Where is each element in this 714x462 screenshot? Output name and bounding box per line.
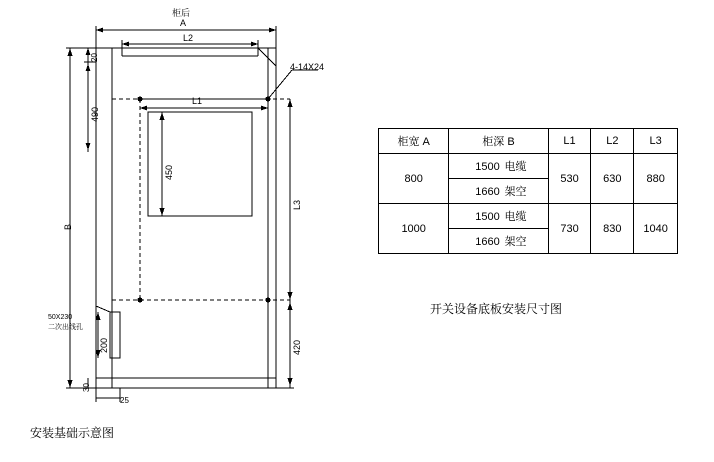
label-dim-25: 25	[120, 396, 129, 405]
cell-l2-1000: 830	[591, 204, 634, 254]
cell-depth-type: 电缆	[504, 161, 527, 173]
table-row	[379, 204, 678, 229]
drawing-caption: 安装基础示意图	[30, 426, 115, 440]
cell-l2-800: 630	[591, 154, 634, 204]
hole-leader-line	[268, 70, 292, 99]
cell-depth-num: 1500	[475, 161, 500, 173]
th-l2: L2	[591, 129, 634, 154]
cell-depth-type: 架空	[504, 186, 527, 198]
label-dim-l1: L1	[192, 96, 203, 106]
cell-depth-800-cable	[449, 154, 548, 179]
label-dim-a: A	[180, 18, 187, 28]
label-hole-note: 4-14X24	[290, 62, 325, 72]
table-caption: 开关设备底板安装尺寸图	[430, 302, 563, 316]
th-cabinet-depth: 柜深 B	[449, 129, 548, 154]
cell-l1-1000: 730	[548, 204, 591, 254]
label-dim-l3: L3	[292, 199, 302, 210]
label-dim-200: 200	[99, 337, 109, 353]
spec-table-wrap	[378, 128, 678, 254]
cell-width-800: 800	[379, 154, 449, 204]
th-l1: L1	[548, 129, 591, 154]
table-header-row	[379, 129, 678, 154]
label-cabinet-rear: 柜后	[172, 8, 191, 18]
label-dim-b: B	[63, 223, 73, 230]
mounting-holes	[137, 96, 270, 302]
cell-depth-type: 架空	[504, 236, 527, 248]
hole-pattern-lines	[112, 99, 290, 300]
cell-depth-800-overhead	[449, 179, 548, 204]
cell-depth-num: 1660	[475, 236, 500, 248]
chamfer-line	[258, 48, 276, 66]
label-dim-490: 490	[90, 106, 100, 122]
spec-table	[378, 128, 678, 254]
cell-l1-800: 530	[548, 154, 591, 204]
slot-leader-line	[96, 306, 110, 312]
cell-depth-1000-overhead	[449, 229, 548, 254]
label-slot-size: 50X230	[48, 314, 73, 321]
th-cabinet-width: 柜宽 A	[379, 129, 449, 154]
cell-l3-800: 880	[634, 154, 678, 204]
cell-width-1000: 1000	[379, 204, 449, 254]
cell-depth-num: 1500	[475, 211, 500, 223]
cell-depth-type: 电缆	[504, 211, 527, 223]
cell-depth-1000-cable	[449, 204, 548, 229]
label-dim-30: 30	[82, 383, 91, 392]
cell-l3-1000: 1040	[634, 204, 678, 254]
label-slot-desc: 二次出线孔	[48, 324, 83, 331]
label-dim-20: 20	[90, 53, 99, 62]
cell-depth-num: 1660	[475, 186, 500, 198]
th-l3: L3	[634, 129, 678, 154]
label-dim-l2: L2	[183, 33, 194, 43]
label-dim-420: 420	[292, 339, 302, 355]
table-row	[379, 154, 678, 179]
label-dim-450: 450	[164, 164, 174, 180]
